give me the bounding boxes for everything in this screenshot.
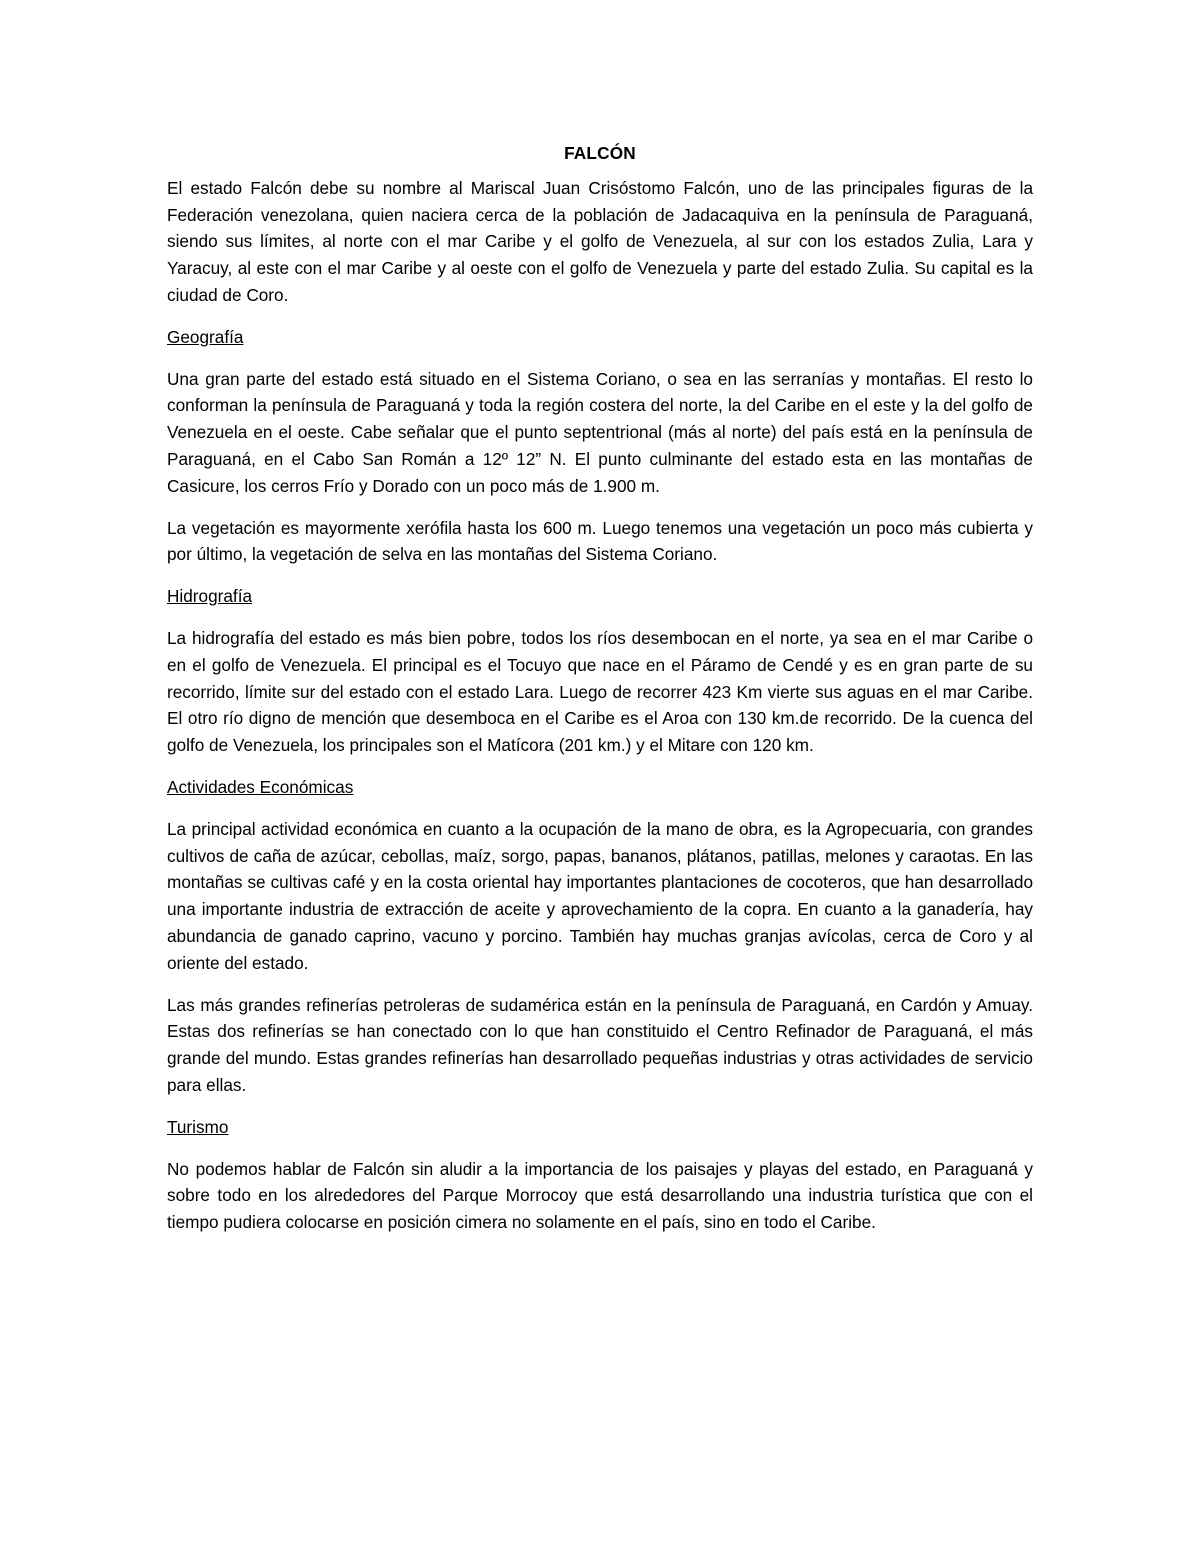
- intro-paragraph: El estado Falcón debe su nombre al Mariscal Juan Crisóstomo Falcón, uno de las principales figuras de la Federación venezolana, quien naciera cerca de la población de Jadacaquiva en la península de Paraguaná, siendo sus límites, al norte con el mar Caribe y el golfo de Venezuela, al sur con los estados Zulia, Lara y Yaracuy, al este con el mar Caribe y al oeste con el golfo de Venezuela y parte del estado Zulia. Su capital es la ciudad de Coro.: [167, 177, 1033, 305]
- section-turismo: [167, 1114, 1033, 1236]
- section-heading: Actividades Económicas: [167, 776, 354, 797]
- section-geografia: [167, 324, 1033, 568]
- paragraph: La hidrografía del estado es más bien pobre, todos los ríos desembocan en el norte, ya sea en el mar Caribe o en el golfo de Venezuela. El principal es el Tocuyo que nace en el Páramo de Cendé y es en gran parte de su recorrido, límite sur del estado con el estado Lara. Luego de recorrer 423 Km vierte sus aguas en el mar Caribe. El otro río digno de mención que desemboca en el Caribe es el Aroa con 130 km.de recorrido. De la cuenca del golfo de Venezuela, los principales son el Matícora (201 km.) y el Mitare con 120 km.: [167, 627, 1033, 756]
- section-actividades-economicas: [167, 774, 1033, 1099]
- paragraph: Una gran parte del estado está situado en el Sistema Coriano, o sea en las serranías y montañas. El resto lo conforman la península de Paraguaná y toda la región costera del norte, la del Caribe en el este y la del golfo de Venezuela en el oeste. Cabe señalar que el punto septentrional (más al norte) del país está en la península de Paraguaná, en el Cabo San Román a 12º 12” N. El punto culminante del estado esta en las montañas de Casicure, los cerros Frío y Dorado con un poco más de 1.900 m.: [167, 368, 1033, 496]
- section-heading: Hidrografía: [167, 586, 253, 607]
- document-page: [167, 140, 1033, 1251]
- paragraph: La vegetación es mayormente xerófila hasta los 600 m. Luego tenemos una vegetación un poco más cubierta y por último, la vegetación de selva en las montañas del Sistema Coriano.: [167, 517, 1033, 565]
- paragraph: No podemos hablar de Falcón sin aludir a la importancia de los paisajes y playas del estado, en Paraguaná y sobre todo en los alrededores del Parque Morrocoy que está desarrollando una industria turística que con el tiempo pudiera colocarse en posición cimera no solamente en el país, sino en todo el Caribe.: [167, 1158, 1033, 1233]
- document-title: FALCÓN: [564, 143, 636, 163]
- paragraph: Las más grandes refinerías petroleras de sudamérica están en la península de Paraguaná, en Cardón y Amuay. Estas dos refinerías se han conectado con lo que han constituido el Centro Refinador de Paraguaná, el más grande del mundo. Estas grandes refinerías han desarrollado pequeñas industrias y otras actividades de servicio para ellas.: [167, 994, 1033, 1095]
- section-heading: Geografía: [167, 326, 244, 347]
- section-heading: Turismo: [167, 1116, 229, 1137]
- section-hidrografia: [167, 583, 1033, 759]
- paragraph: La principal actividad económica en cuanto a la ocupación de la mano de obra, es la Agropecuaria, con grandes cultivos de caña de azúcar, cebollas, maíz, sorgo, papas, bananos, plátanos, patillas, melones y caraotas. En las montañas se cultivas café y en la costa oriental hay importantes plantaciones de cocoteros, que han desarrollado una importante industria de extracción de aceite y aprovechamiento de la copra. En cuanto a la ganadería, hay abundancia de ganado caprino, vacuno y porcino. También hay muchas granjas avícolas, cerca de Coro y al oriente del estado.: [167, 818, 1033, 973]
